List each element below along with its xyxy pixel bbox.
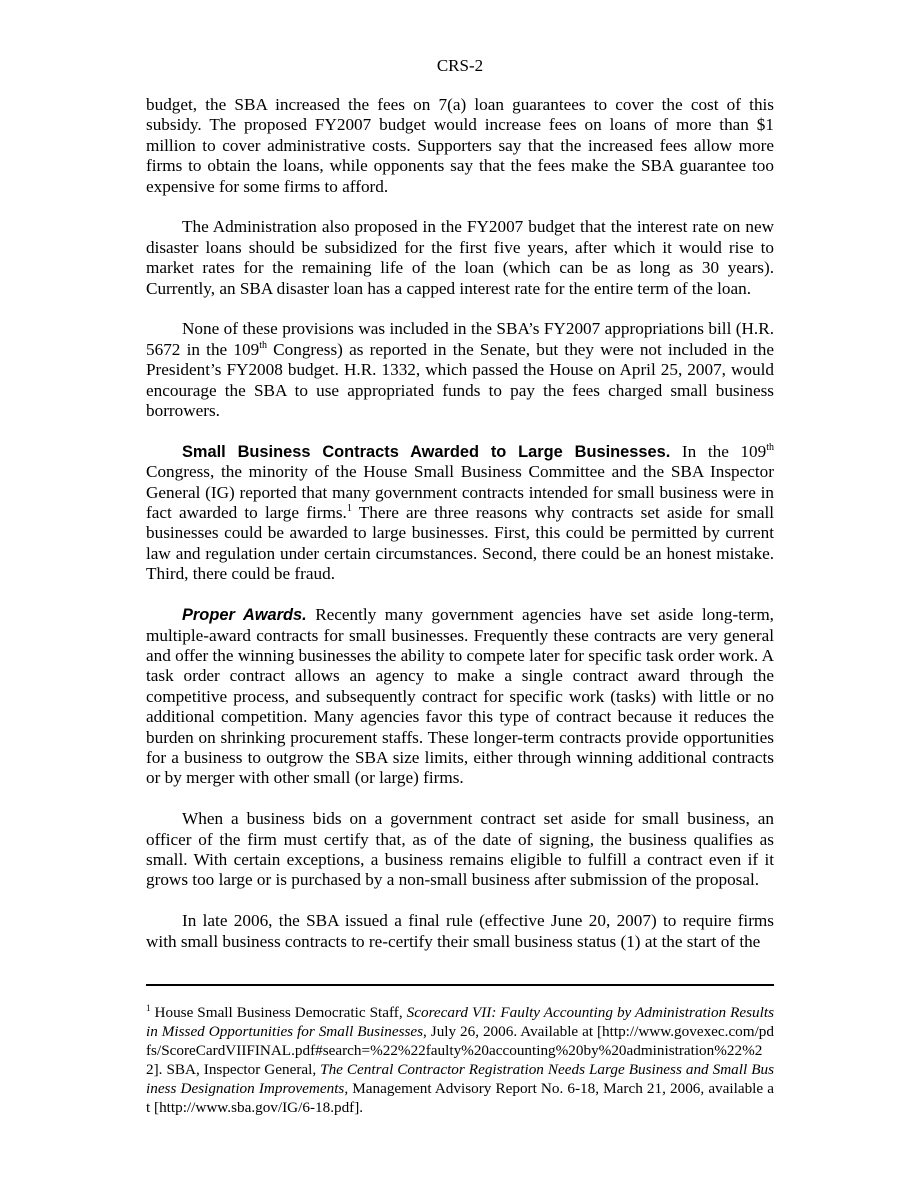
superscript: th [259,339,267,351]
footnote-title: Scorecard VII: Faulty Accounting by Administration Results in Missed Opportunities for Small Businesses [146,1004,775,1040]
footnote-reference: 1 [346,503,352,515]
footnote-title: The Central Contractor Registration Needs Large Business and Small Business Designation Improvements [146,1061,774,1097]
paragraph-fees: budget, the SBA increased the fees on 7(a) loan guarantees to cover the cost of this subsidy. The proposed FY2007 budget would increase fees on loans of more than $1 million to cover administrative costs. Supporters say that the increased fees allow more firms to obtain the loans, while opponents say that the fees make the SBA guarantee too expensive for some firms to afford. [146,95,774,196]
footnote-text: , Management Advisory Report No. 6-18, March 21, 2006, available at [http://www.sba.gov/IG/6-18.pdf]. [146,1080,774,1116]
paragraph-text: There are three reasons why contracts set aside for small businesses could be awarded to large businesses. First, this could be permitted by current law and regulation under certain circumstances. Second, there could be an honest mistake. Third, there could be fraud. [146,503,775,584]
paragraph-provisions [146,319,774,421]
paragraph-certification: When a business bids on a government contract set aside for small business, an officer of the firm must certify that, as of the date of signing, the business qualifies as small. With certain exceptions, a business remains eligible to fulfill a contract even if it grows too large or is purchased by a non-small business after submission of the proposal. [146,809,774,890]
paragraph-disaster-loans: The Administration also proposed in the FY2007 budget that the interest rate on new disaster loans should be subsidized for the first five years, after which it would rise to market rates for the remaining life of the loan (which can be as long as 30 years). Currently, an SBA disaster loan has a capped interest rate for the entire term of the loan. [146,217,774,298]
paragraph-proper-awards [146,605,774,789]
section-heading: Small Business Contracts Awarded to Large Businesses. [182,442,671,461]
paragraph-text: Congress, the minority of the House Small Business Committee and the SBA Inspector General (IG) reported that many government contracts intended for small business were in fact awarded to large firms. [146,462,774,523]
body-text [146,95,774,972]
footnote-marker: 1 [146,1003,151,1013]
footnote [146,1003,774,1117]
paragraph-large-businesses [146,442,774,585]
paragraph-text: In the 109 [670,441,767,461]
footnote-text: House Small Business Democratic Staff, [150,1004,407,1021]
paragraph-text: Recently many government agencies have set aside long-term, multiple-award contracts for small businesses. Frequently these contracts are very general and offer the winning businesses the ability to compete later for specific task order work. A task order contract allows an agency to make a single contract award through the competitive process, and subsequently contract for specific work (tasks) with little or no additional competition. Many agencies favor this type of contract because it reduces the burden on shrinking procurement staffs. These longer-term contracts provide opportunities for a business to outgrow the SBA size limits, either through winning additional contracts or by merger with other small (or large) firms. [146,605,774,788]
page-number-header: CRS-2 [436,56,484,75]
paragraph-text: None of these provisions was included in the SBA’s FY2007 appropriations bill (H.R. 5672 in the 109 [146,319,774,359]
footnote-text: , July 26, 2006. Available at [http://www.govexec.com/pdfs/ScoreCardVIIFINAL.pdf#search=%22%22faulty%20accounting%20by%20administration%22%22]. SBA, Inspector General, [146,1023,774,1078]
footnote-divider [146,984,774,986]
subsection-heading: Proper Awards. [182,606,307,625]
superscript: th [766,441,774,453]
paragraph-final-rule: In late 2006, the SBA issued a final rule (effective June 20, 2007) to require firms with small business contracts to re-certify their small business status (1) at the start of the [146,911,774,951]
paragraph-text: Congress) as reported in the Senate, but they were not included in the President’s FY2008 budget. H.R. 1332, which passed the House on April 25, 2007, would encourage the SBA to use appropriated funds to pay the fees charged small business borrowers. [146,339,775,421]
